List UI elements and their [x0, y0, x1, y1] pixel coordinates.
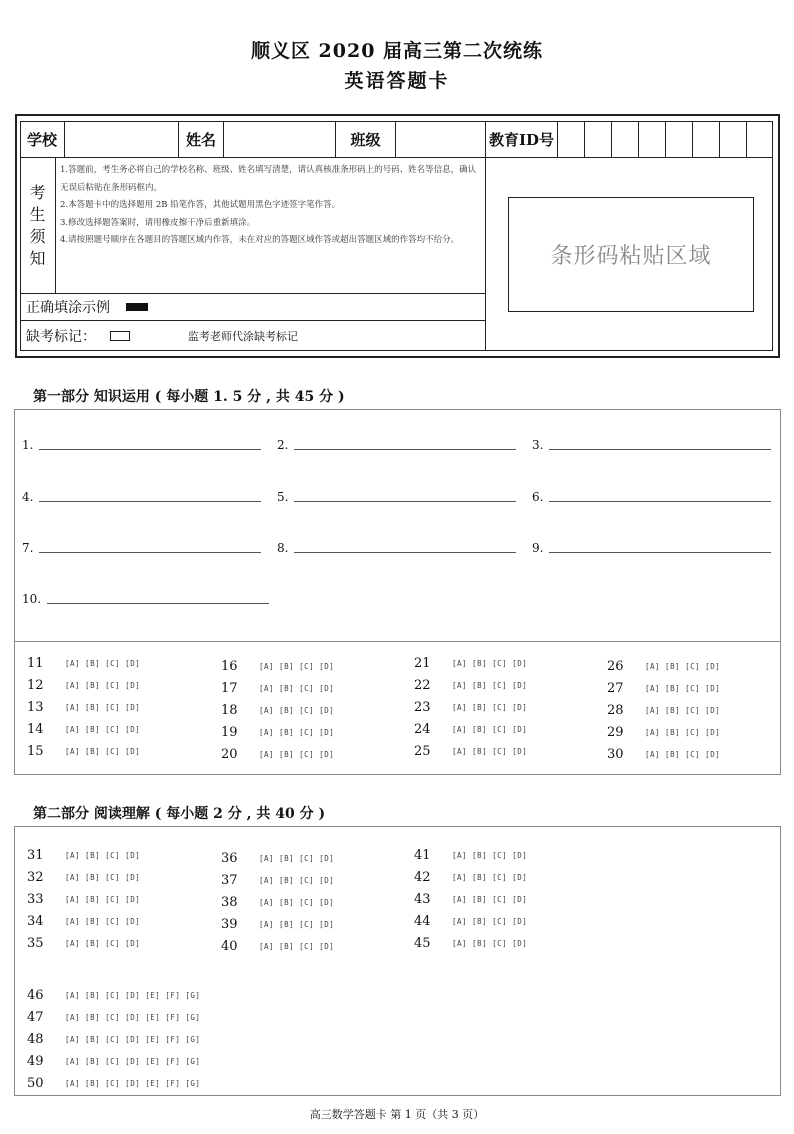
question-number: 39 [221, 916, 238, 932]
blank-number: 5. [277, 490, 289, 504]
part1-divider [15, 641, 780, 642]
blank-number: 9. [532, 541, 544, 555]
choice-question[interactable] [27, 1051, 200, 1071]
answer-options[interactable]: [A] [B] [C] [D] [645, 727, 721, 737]
answer-line[interactable] [549, 552, 771, 553]
answer-options[interactable]: [A] [B] [C] [D] [E] [F] [G] [65, 1012, 201, 1022]
absent-mark-label: 缺考标记： [26, 329, 96, 345]
blank-answer-item[interactable] [277, 438, 516, 452]
answer-options[interactable]: [A] [B] [C] [D] [65, 916, 141, 926]
question-number: 41 [414, 847, 431, 863]
class-field[interactable] [396, 121, 486, 158]
answer-options[interactable]: [A] [B] [C] [D] [259, 727, 335, 737]
answer-options[interactable]: [A] [B] [C] [D] [452, 894, 528, 904]
question-number: 36 [221, 850, 238, 866]
answer-options[interactable]: [A] [B] [C] [D] [E] [F] [G] [65, 1034, 201, 1044]
question-number: 32 [27, 869, 44, 885]
choice-question[interactable] [27, 1073, 200, 1093]
answer-line[interactable] [39, 552, 261, 553]
choice-question[interactable] [221, 722, 334, 742]
choice-question[interactable] [27, 845, 140, 865]
answer-options[interactable]: [A] [B] [C] [D] [259, 919, 335, 929]
answer-options[interactable]: [A] [B] [C] [D] [452, 680, 528, 690]
part1-title: 第一部分 知识运用 ( 每小题 1. 5 分 , 共 45 分 ) [33, 389, 345, 405]
question-number: 19 [221, 724, 238, 740]
choice-question[interactable] [27, 1029, 200, 1049]
question-number: 49 [27, 1053, 44, 1069]
choice-question[interactable] [27, 985, 200, 1005]
fill-example-row [20, 294, 486, 321]
blank-number: 10. [22, 592, 42, 606]
question-number: 45 [414, 935, 431, 951]
blank-number: 3. [532, 438, 544, 452]
choice-question[interactable] [27, 675, 140, 695]
part2-title: 第二部分 阅读理解 ( 每小题 2 分 , 共 40 分 ) [33, 806, 326, 822]
question-number: 34 [27, 913, 44, 929]
instructions-text: 1.答题前，考生务必将自己的学校名称、班级、姓名填写清楚，请认真核准条形码上的号码、姓名等信息，确认无误后粘贴在条形码框内。 2.本答题卡中的选择题用 2B 铅笔作答，其他试题用黑色字迹签字笔作答。 3.修改选择题答案时，请用橡皮擦干净后重新填涂。 4.请按照题号顺序在各题目的答题区域内作答，未在对应的答题区域作答或超出答题区域的作答均不给分。 [60, 165, 477, 245]
id-digit-box[interactable] [639, 121, 666, 158]
question-number: 44 [414, 913, 431, 929]
choice-question[interactable] [221, 700, 334, 720]
question-number: 38 [221, 894, 238, 910]
choice-question[interactable] [27, 889, 140, 909]
question-number: 14 [27, 721, 44, 737]
question-number: 50 [27, 1075, 44, 1091]
blank-answer-item[interactable] [277, 541, 516, 555]
blank-answer-item[interactable] [22, 592, 269, 606]
id-digit-box[interactable] [612, 121, 639, 158]
question-number: 18 [221, 702, 238, 718]
answer-options[interactable]: [A] [B] [C] [D] [259, 683, 335, 693]
choice-question[interactable] [27, 911, 140, 931]
answer-options[interactable]: [A] [B] [C] [D] [E] [F] [G] [65, 1078, 201, 1088]
choice-question[interactable] [27, 741, 140, 761]
choice-question[interactable] [607, 722, 720, 742]
answer-line[interactable] [39, 449, 261, 450]
answer-options[interactable]: [A] [B] [C] [D] [259, 941, 335, 951]
answer-options[interactable]: [A] [B] [C] [D] [65, 702, 141, 712]
question-number: 28 [607, 702, 624, 718]
id-digit-box[interactable] [720, 121, 747, 158]
choice-question[interactable] [27, 697, 140, 717]
filled-mark-example [126, 303, 148, 311]
education-id-label: 教育ID号 [486, 121, 558, 158]
barcode-area: 条形码粘贴区域 [508, 197, 754, 312]
question-number: 33 [27, 891, 44, 907]
question-number: 24 [414, 721, 431, 737]
answer-options[interactable]: [A] [B] [C] [D] [65, 746, 141, 756]
student-info-row [20, 121, 773, 158]
question-number: 13 [27, 699, 44, 715]
question-number: 12 [27, 677, 44, 693]
school-field[interactable] [65, 121, 179, 158]
answer-line[interactable] [549, 449, 771, 450]
answer-options[interactable]: [A] [B] [C] [D] [452, 724, 528, 734]
question-number: 27 [607, 680, 624, 696]
page-footer: 高三数学答题卡 第 1 页（共 3 页） [309, 1108, 485, 1121]
question-number: 15 [27, 743, 44, 759]
answer-line[interactable] [294, 552, 516, 553]
choice-question[interactable] [221, 914, 334, 934]
choice-question[interactable] [221, 848, 334, 868]
class-label: 班级 [336, 121, 396, 158]
choice-question[interactable] [414, 675, 527, 695]
answer-options[interactable]: [A] [B] [C] [D] [65, 850, 141, 860]
answer-line[interactable] [549, 501, 771, 502]
question-number: 17 [221, 680, 238, 696]
blank-number: 1. [22, 438, 34, 452]
choice-question[interactable] [414, 889, 527, 909]
choice-question[interactable] [27, 1007, 200, 1027]
choice-question[interactable] [27, 653, 140, 673]
choice-question[interactable] [221, 892, 334, 912]
blank-number: 2. [277, 438, 289, 452]
question-number: 16 [221, 658, 238, 674]
absent-mark-note: 监考老师代涂缺考标记 [188, 330, 298, 343]
question-number: 26 [607, 658, 624, 674]
answer-options[interactable]: [A] [B] [C] [D] [452, 938, 528, 948]
choice-question[interactable] [607, 700, 720, 720]
answer-options[interactable]: [A] [B] [C] [D] [452, 746, 528, 756]
choice-question[interactable] [607, 656, 720, 676]
answer-options[interactable]: [A] [B] [C] [D] [65, 724, 141, 734]
answer-options[interactable]: [A] [B] [C] [D] [E] [F] [G] [65, 990, 201, 1000]
question-number: 11 [27, 655, 44, 671]
blank-number: 6. [532, 490, 544, 504]
exam-instructions [20, 158, 486, 294]
answer-line[interactable] [294, 449, 516, 450]
question-number: 42 [414, 869, 431, 885]
answer-options[interactable]: [A] [B] [C] [D] [259, 749, 335, 759]
question-number: 35 [27, 935, 44, 951]
answer-options[interactable]: [A] [B] [C] [D] [259, 853, 335, 863]
question-number: 43 [414, 891, 431, 907]
document-subtitle: 英语答题卡 [344, 70, 450, 92]
answer-options[interactable]: [A] [B] [C] [D] [645, 661, 721, 671]
choice-question[interactable] [27, 719, 140, 739]
question-number: 31 [27, 847, 44, 863]
school-label: 学校 [20, 121, 65, 158]
choice-question[interactable] [414, 719, 527, 739]
answer-options[interactable]: [A] [B] [C] [D] [65, 872, 141, 882]
blank-number: 7. [22, 541, 34, 555]
answer-options[interactable]: [A] [B] [C] [D] [65, 938, 141, 948]
choice-question[interactable] [414, 933, 527, 953]
question-number: 22 [414, 677, 431, 693]
answer-options[interactable]: [A] [B] [C] [D] [645, 749, 721, 759]
choice-question[interactable] [414, 845, 527, 865]
name-field[interactable] [224, 121, 336, 158]
answer-options[interactable]: [A] [B] [C] [D] [452, 872, 528, 882]
blank-answer-item[interactable] [532, 438, 771, 452]
question-number: 37 [221, 872, 238, 888]
id-digit-box[interactable] [558, 121, 585, 158]
question-number: 29 [607, 724, 624, 740]
id-digit-box[interactable] [585, 121, 612, 158]
id-digit-box[interactable] [693, 121, 720, 158]
blank-answer-item[interactable] [22, 541, 261, 555]
answer-options[interactable]: [A] [B] [C] [D] [65, 894, 141, 904]
answer-options[interactable]: [A] [B] [C] [D] [259, 661, 335, 671]
answer-options[interactable]: [A] [B] [C] [D] [645, 705, 721, 715]
question-number: 30 [607, 746, 624, 762]
choice-question[interactable] [221, 678, 334, 698]
answer-line[interactable] [39, 501, 261, 502]
choice-question[interactable] [27, 933, 140, 953]
answer-options[interactable]: [A] [B] [C] [D] [65, 680, 141, 690]
answer-options[interactable]: [A] [B] [C] [D] [65, 658, 141, 668]
blank-answer-item[interactable] [532, 490, 771, 504]
question-number: 47 [27, 1009, 44, 1025]
choice-question[interactable] [221, 656, 334, 676]
blank-answer-item[interactable] [277, 490, 516, 504]
blank-answer-item[interactable] [22, 490, 261, 504]
question-number: 48 [27, 1031, 44, 1047]
question-number: 46 [27, 987, 44, 1003]
choice-question[interactable] [607, 678, 720, 698]
answer-options[interactable]: [A] [B] [C] [D] [645, 683, 721, 693]
blank-answer-item[interactable] [532, 541, 771, 555]
fill-example-label: 正确填涂示例 [26, 300, 110, 316]
choice-question[interactable] [607, 744, 720, 764]
choice-question[interactable] [414, 653, 527, 673]
blank-number: 8. [277, 541, 289, 555]
id-digit-box[interactable] [666, 121, 693, 158]
question-number: 40 [221, 938, 238, 954]
name-label: 姓名 [179, 121, 224, 158]
answer-options[interactable]: [A] [B] [C] [D] [452, 658, 528, 668]
choice-question[interactable] [221, 744, 334, 764]
answer-options[interactable]: [A] [B] [C] [D] [452, 702, 528, 712]
answer-line[interactable] [47, 603, 269, 604]
choice-question[interactable] [414, 697, 527, 717]
answer-options[interactable]: [A] [B] [C] [D] [452, 916, 528, 926]
answer-options[interactable]: [A] [B] [C] [D] [259, 897, 335, 907]
absent-mark-box[interactable] [110, 331, 130, 341]
answer-options[interactable]: [A] [B] [C] [D] [E] [F] [G] [65, 1056, 201, 1066]
choice-question[interactable] [221, 870, 334, 890]
choice-question[interactable] [414, 911, 527, 931]
question-number: 25 [414, 743, 431, 759]
instructions-label: 考 生 须 知 [20, 158, 56, 294]
choice-question[interactable] [414, 867, 527, 887]
answer-options[interactable]: [A] [B] [C] [D] [259, 875, 335, 885]
question-number: 20 [221, 746, 238, 762]
blank-answer-item[interactable] [22, 438, 261, 452]
blank-number: 4. [22, 490, 34, 504]
absent-mark-row [20, 321, 486, 351]
choice-question[interactable] [414, 741, 527, 761]
choice-question[interactable] [27, 867, 140, 887]
answer-options[interactable]: [A] [B] [C] [D] [452, 850, 528, 860]
choice-question[interactable] [221, 936, 334, 956]
document-title: 顺义区 2020 届高三第二次统练 [250, 40, 544, 62]
question-number: 23 [414, 699, 431, 715]
question-number: 21 [414, 655, 431, 671]
answer-line[interactable] [294, 501, 516, 502]
answer-options[interactable]: [A] [B] [C] [D] [259, 705, 335, 715]
